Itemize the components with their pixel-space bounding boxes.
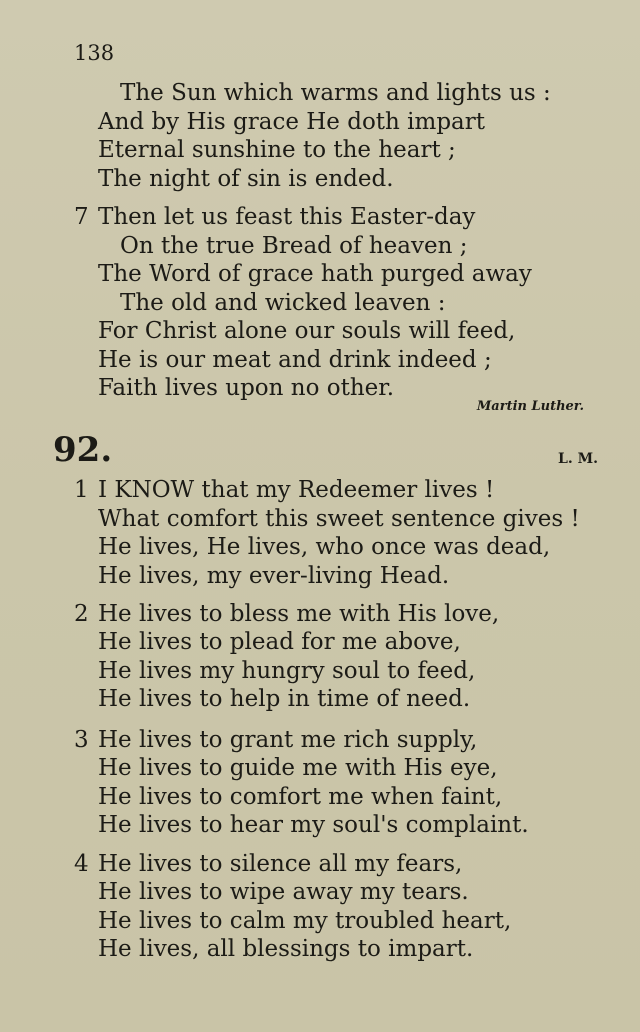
verse-line: He lives, He lives, who once was dead, (98, 534, 551, 560)
verse-line: The old and wicked leaven : (120, 290, 446, 316)
verse-line: He lives my hungry soul to feed, (98, 658, 476, 684)
verse-line: He lives to silence all my fears, (98, 851, 463, 877)
carryover-line: And by His grace He doth impart (98, 109, 486, 135)
verse-line: What comfort this sweet sentence gives ! (98, 506, 580, 532)
verse-number: 3 (74, 727, 89, 753)
verse-line: I KNOW that my Redeemer lives ! (98, 477, 495, 503)
verse-line: He is our meat and drink indeed ; (98, 347, 492, 373)
verse-line: He lives to hear my soul's complaint. (98, 812, 529, 838)
page-number: 138 (74, 41, 115, 65)
verse-line: He lives to calm my troubled heart, (98, 908, 512, 934)
verse-line: He lives to bless me with His love, (98, 601, 500, 627)
verse-line: The Word of grace hath purged away (98, 261, 532, 287)
verse-line: He lives to plead for me above, (98, 629, 461, 655)
hymn-number: 92. (53, 430, 113, 470)
verse-line: He lives, all blessings to impart. (98, 936, 474, 962)
verse-number: 1 (74, 477, 89, 503)
hymn-meter: L. M. (558, 451, 598, 467)
verse-line: He lives to guide me with His eye, (98, 755, 498, 781)
verse-line: He lives to comfort me when faint, (98, 784, 503, 810)
verse-number: 2 (74, 601, 89, 627)
verse-line: On the true Bread of heaven ; (120, 233, 468, 259)
verse-line: Faith lives upon no other. (98, 375, 395, 401)
verse-number: 7 (74, 204, 89, 230)
carryover-line: The night of sin is ended. (98, 166, 394, 192)
carryover-line: Eternal sunshine to the heart ; (98, 137, 456, 163)
carryover-line: The Sun which warms and lights us : (120, 80, 551, 106)
verse-line: He lives to wipe away my tears. (98, 879, 469, 905)
verse-line: He lives to grant me rich supply, (98, 727, 478, 753)
author-attribution: Martin Luther. (476, 399, 584, 414)
verse-line: For Christ alone our souls will feed, (98, 318, 516, 344)
verse-line: He lives, my ever-living Head. (98, 563, 450, 589)
verse-line: He lives to help in time of need. (98, 686, 471, 712)
verse-number: 4 (74, 851, 89, 877)
verse-line: Then let us feast this Easter-day (98, 204, 476, 230)
